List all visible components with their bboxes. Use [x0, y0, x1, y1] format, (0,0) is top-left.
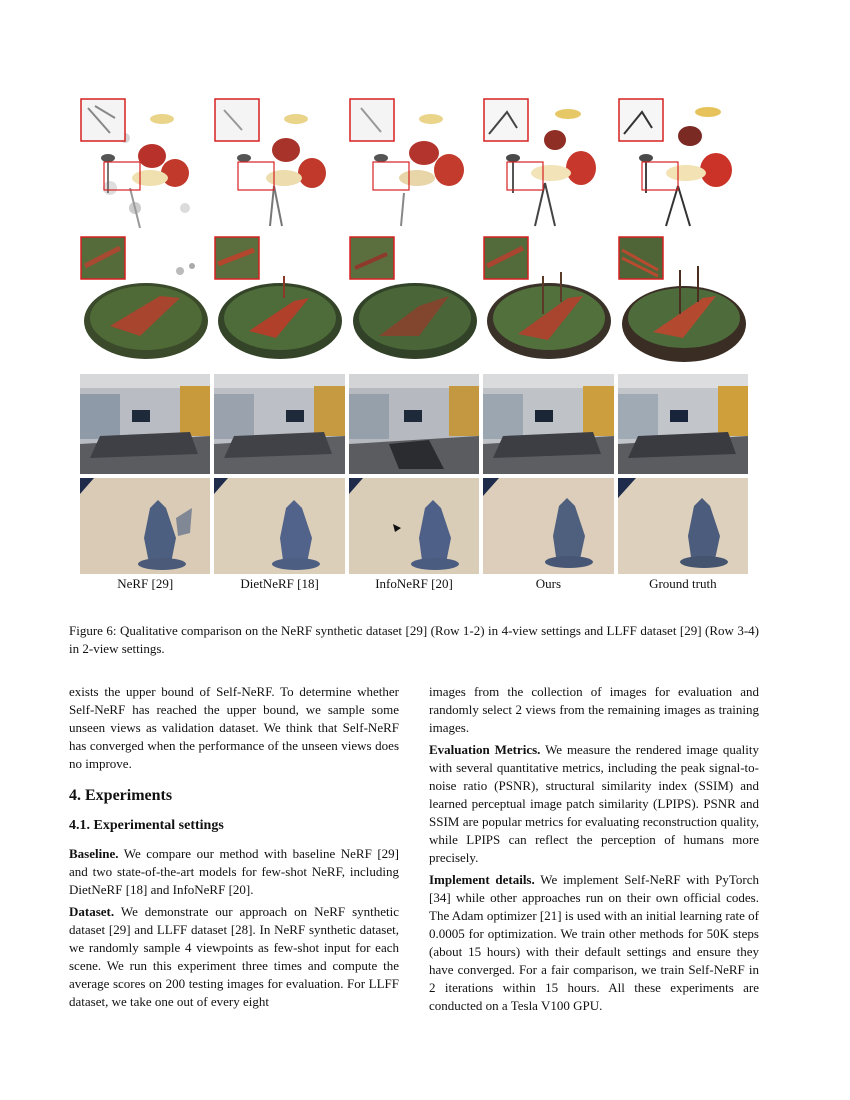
baseline-text: We compare our method with baseline NeRF [29] and two state-of-the-art models for few-shot NeRF, including DietNeRF [18] and InfoNeRF [20].	[69, 846, 399, 897]
room-nerf-image	[80, 374, 210, 474]
fortress-dietnerf-image	[214, 478, 344, 574]
room-ours-image	[483, 374, 613, 474]
left-column	[69, 683, 399, 1015]
fortress-ground-truth-image	[618, 478, 748, 574]
ship-ground-truth-image	[618, 236, 748, 370]
ship-nerf-image	[80, 236, 210, 370]
column-label-dietnerf: DietNeRF [18]	[240, 576, 319, 591]
paragraph-dataset-continued: images from the collection of images for evaluation and randomly select 2 views from the remaining images as training images.	[429, 684, 759, 735]
right-column	[429, 683, 759, 1019]
subsection-title: 4.1. Experimental settings	[69, 818, 224, 833]
column-label-ground-truth: Ground truth	[649, 576, 717, 591]
room-ground-truth-image	[618, 374, 748, 474]
ship-ours-image	[483, 236, 613, 370]
figure-6	[80, 98, 748, 578]
ship-infonerf-image	[349, 236, 479, 370]
row-drums	[80, 98, 748, 232]
paragraph-evaluation	[429, 741, 759, 867]
dataset-heading: Dataset.	[69, 904, 115, 919]
column-label-nerf: NeRF [29]	[117, 576, 174, 591]
implementation-text: We implement Self-NeRF with PyTorch [34] while other approaches run on their own official codes. The Adam optimizer [21] is used with an initial learning rate of 0.0005 for optimization. We train other methods for 50K steps (about 15 hours) with their default settings and ensure they have converged. For a fair comparison, we train Self-NeRF in 2 iterations within 15 hours. All these experiments are conducted on a Tesla V100 GPU.	[429, 872, 760, 1013]
drums-dietnerf-image	[214, 98, 344, 232]
column-label-ours: Ours	[535, 576, 562, 591]
paragraph-upper-bound: exists the upper bound of Self-NeRF. To determine whether Self-NeRF has reached the upper bound, we sample some unseen views as validation dataset. We think that Self-NeRF has converged when the performance of the unseen views does no improve.	[69, 684, 399, 771]
paragraph-implementation	[429, 871, 759, 1015]
dataset-text: We demonstrate our approach on NeRF synthetic dataset [29] and LLFF dataset [28]. In NeRF synthetic dataset, we randomly sample 4 viewpoints as few-shot input for each scene. We run this experiment three times and compute the average scores on 200 testing images for evaluation. For LLFF dataset, we take one out of every eight	[69, 904, 400, 1009]
ship-dietnerf-image	[214, 236, 344, 370]
paragraph-dataset	[69, 903, 399, 1011]
room-infonerf-image	[349, 374, 479, 474]
fortress-nerf-image	[80, 478, 210, 574]
implementation-heading: Implement details.	[429, 872, 535, 887]
row-fortress	[80, 478, 748, 574]
paragraph-baseline	[69, 845, 399, 899]
evaluation-text: We measure the rendered image quality with several quantitative metrics, including the peak signal-to-noise ratio (PSNR), structural similarity index (SSIM) and learned perceptual image patch similarity (LPIPS). PSNR and SSIM are popular metrics for evaluating reconstruction quality, while LPIPS can reflect the perception of humans more precisely.	[429, 742, 760, 865]
figure-column-labels	[80, 576, 748, 592]
fortress-ours-image	[483, 478, 613, 574]
drums-ours-image	[483, 98, 613, 232]
column-label-infonerf: InfoNeRF [20]	[375, 576, 453, 591]
baseline-heading: Baseline.	[69, 846, 119, 861]
figure-caption: Figure 6: Qualitative comparison on the NeRF synthetic dataset [29] (Row 1-2) in 4-view settings and LLFF dataset [29] (Row 3-4) in 2-view settings.	[69, 623, 759, 656]
fortress-infonerf-image	[349, 478, 479, 574]
row-room	[80, 374, 748, 474]
room-dietnerf-image	[214, 374, 344, 474]
drums-infonerf-image	[349, 98, 479, 232]
evaluation-heading: Evaluation Metrics.	[429, 742, 541, 757]
drums-ground-truth-image	[618, 98, 748, 232]
row-ship	[80, 236, 748, 370]
drums-nerf-image	[80, 98, 210, 232]
section-title: 4. Experiments	[69, 787, 173, 804]
